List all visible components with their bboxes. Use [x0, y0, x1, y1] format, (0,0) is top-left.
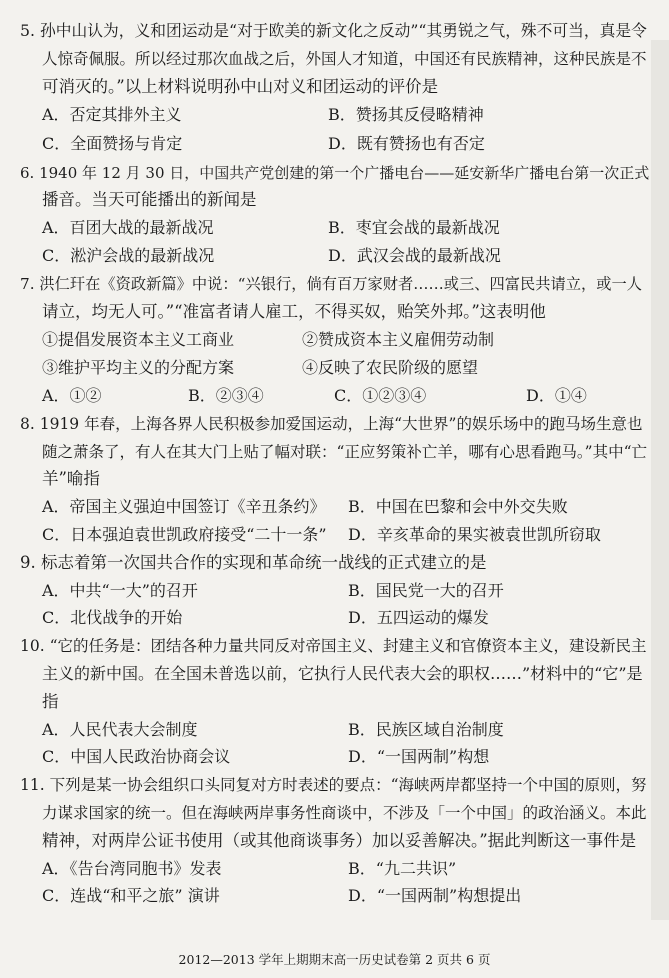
statement-2: ②赞成资本主义雇佣劳动制: [302, 330, 495, 349]
option-a: A．百团大战的最新战况: [42, 218, 214, 237]
option-a: A．帝国主义强迫中国签订《辛丑条约》: [42, 497, 326, 516]
question-text-line: 7. 洪仁玕在《资政新篇》中说：“兴银行，倘有百万家财者……或三、四富民共请立，或一人: [20, 275, 642, 293]
option-c: C．淞沪会战的最新战况: [42, 246, 215, 265]
option-d: D．“一国两制”构想: [348, 747, 490, 766]
option-d: D．武汉会战的最新战况: [328, 246, 501, 265]
option-d: D．五四运动的爆发: [348, 608, 489, 627]
question-text-line: 随之萧条了，有人在其大门上贴了幅对联：“正应努策补亡羊，哪有心思看跑马。”其中“亡: [42, 443, 648, 461]
option-b: B．枣宜会战的最新战况: [328, 218, 500, 237]
option-a: A．人民代表大会制度: [42, 720, 198, 739]
option-a: A．中共“一大”的召开: [42, 581, 198, 600]
option-d: D．既有赞扬也有否定: [328, 134, 485, 153]
option-c: C．北伐战争的开始: [42, 608, 183, 627]
question-text-line: 主义的新中国。在全国未普选以前，它执行人民代表大会的职权……”材料中的“它”是: [42, 664, 643, 683]
option-b: B．民族区域自治制度: [348, 720, 504, 739]
option-b: B．赞扬其反侵略精神: [328, 105, 484, 124]
question-text-line: 指: [42, 692, 59, 711]
question-text-line: 请立，均无人可。”“准富者请人雇工，不得买奴，贻笑外邦。”这表明他: [42, 302, 546, 321]
statement-3: ③维护平均主义的分配方案: [42, 358, 235, 377]
question-text-line: 力谋求国家的统一。但在海峡两岸事务性商谈中，不涉及「一个中国」的政治涵义。本此: [42, 804, 647, 822]
question-text-line: 11. 下列是某一协会组织口头同复对方时表述的要点：“海峡两岸都坚持一个中国的原则，努: [20, 776, 647, 794]
question-text-line: 6. 1940 年 12 月 30 日，中国共产党创建的第一个广播电台——延安新华广播电台第一次正式: [20, 164, 650, 182]
statement-4: ④反映了农民阶级的愿望: [302, 358, 479, 377]
question-text-line: 8. 1919 年春，上海各界人民积极参加爱国运动，上海“大世界”的娱乐场中的跑马场生意也: [20, 415, 643, 433]
question-text-line: 可消灭的。”以上材料说明孙中山对义和团运动的评价是: [42, 77, 439, 96]
option-b: B．“九二共识”: [348, 859, 457, 878]
option-a: A．①②: [42, 386, 102, 405]
option-c: C．日本强迫袁世凯政府接受“二十一条”: [42, 525, 327, 544]
option-c: C．中国人民政治协商会议: [42, 747, 231, 766]
page-footer: 2012—2013 学年上期期末高一历史试卷第 2 页共 6 页: [178, 952, 491, 967]
question-text-line: 10. “它的任务是：团结各种力量共同反对帝国主义、封建主义和官僚资本主义，建设新民主: [20, 637, 647, 655]
question-text-line: 播音。当天可能播出的新闻是: [42, 190, 257, 209]
question-text-line: 9. 标志着第一次国共合作的实现和革命统一战线的正式建立的是: [20, 553, 487, 572]
option-d: D．①④: [526, 386, 587, 405]
question-text-line: 人惊奇佩服。所以经过那次血战之后，外国人才知道，中国还有民族精神，这种民族是不: [42, 50, 647, 68]
option-c: C．①②③④: [334, 386, 427, 405]
question-text-line: 精神，对两岸公证书使用（或其他商谈事务）加以妥善解决。”据此判断这一事件是: [42, 831, 637, 850]
statement-1: ①提倡发展资本主义工商业: [42, 330, 235, 349]
page-edge-shadow: [651, 40, 669, 920]
option-d: D．“一国两制”构想提出: [348, 886, 522, 905]
question-text-line: 5. 孙中山认为，义和团运动是“对于欧美的新文化之反动”“其勇锐之气，殊不可当，真是令: [20, 21, 647, 40]
option-b: B．②③④: [188, 386, 264, 405]
option-b: B．中国在巴黎和会中外交失败: [348, 497, 568, 516]
question-text-line: 羊”喻指: [42, 469, 100, 488]
option-a: A．《告台湾同胞书》发表: [42, 859, 222, 878]
option-b: B．国民党一大的召开: [348, 581, 504, 600]
option-c: C．连战“和平之旅” 演讲: [42, 886, 220, 905]
option-c: C．全面赞扬与肯定: [42, 134, 183, 153]
option-a: A．否定其排外主义: [42, 105, 182, 124]
option-d: D．辛亥革命的果实被袁世凯所窃取: [348, 525, 601, 544]
